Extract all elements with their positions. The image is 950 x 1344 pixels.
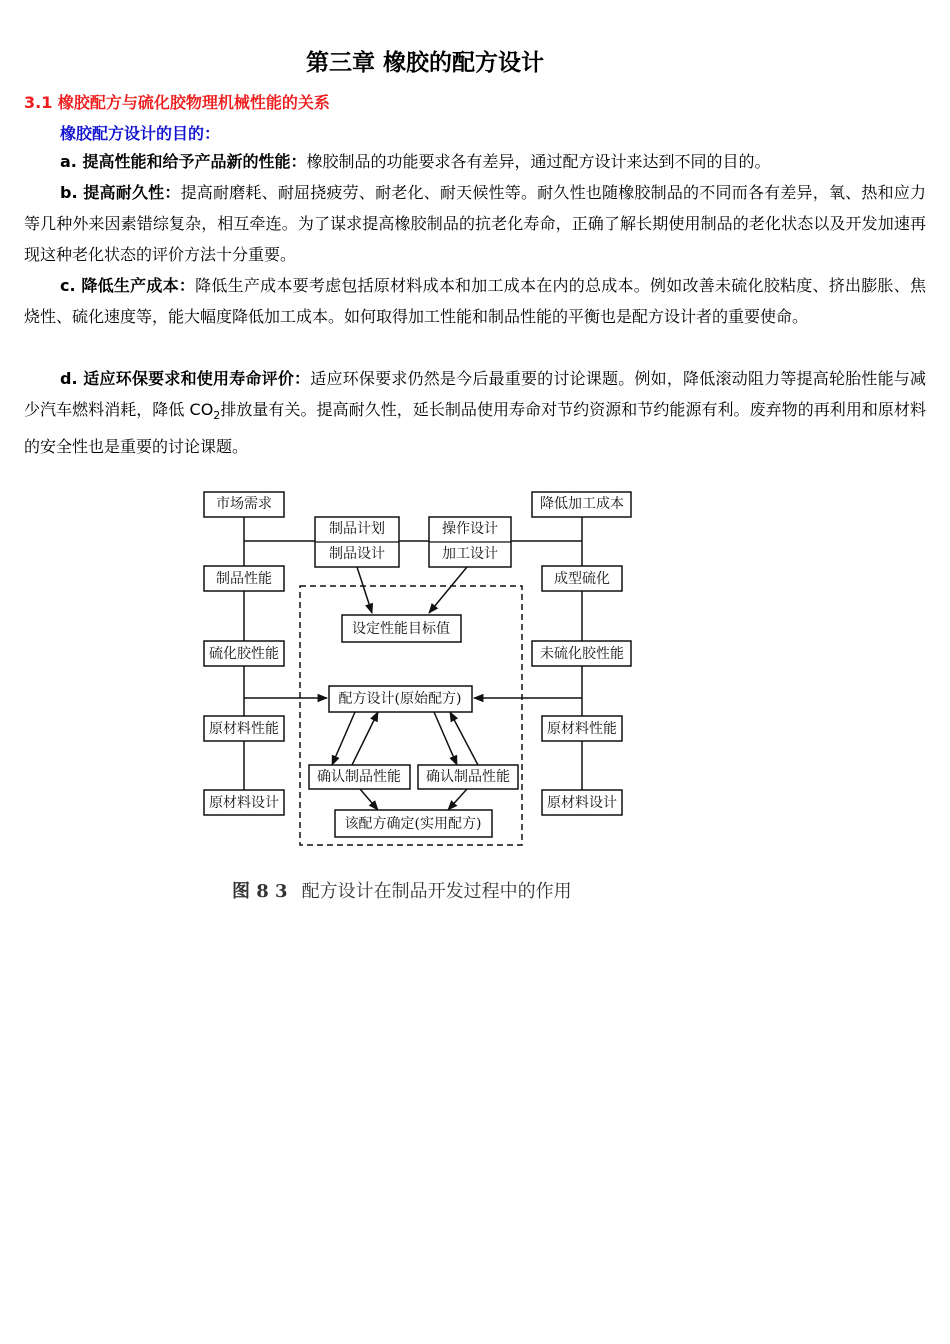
paragraph-text: 橡胶制品的功能要求各有差异，通过配方设计来达到不同的目的。 <box>306 152 771 171</box>
label-material-design: 原材料设计 <box>547 795 617 811</box>
paragraph-lead: d. 适应环保要求和使用寿命评价： <box>60 369 311 388</box>
paragraph-environment <box>24 363 926 462</box>
chapter-title: 第三章 橡胶的配方设计 <box>305 50 544 76</box>
figure-number: 图 8 3 <box>232 881 288 902</box>
label-operation-design: 操作设计 <box>442 521 498 537</box>
section-title: 3.1 橡胶配方与硫化胶物理机械性能的关系 <box>24 93 330 112</box>
label-product-plan: 制品计划 <box>329 521 385 537</box>
co2-formula: $CO_2$ <box>189 400 221 423</box>
label-confirm-right: 确认制品性能 <box>426 769 510 785</box>
label-initial-formula: 配方设计(原始配方) <box>338 691 462 707</box>
paragraph-durability <box>24 177 926 270</box>
label-product-design: 制品设计 <box>329 546 385 562</box>
formula-design-flowchart <box>195 483 645 853</box>
paragraph-lead: b. 提高耐久性： <box>60 183 181 202</box>
paragraph-cost <box>24 270 926 332</box>
paragraph-text: 排放量有关。提高耐久性，延长制品使用寿命对节约资源和节约能源有利。废弃物的再利用和原材料的安全性也是重要的讨论课题。 <box>24 400 926 457</box>
label-reduce-cost: 降低加工成本 <box>540 496 624 512</box>
purpose-title: 橡胶配方设计的目的： <box>60 124 221 143</box>
label-final-formula: 该配方确定(实用配方) <box>344 816 482 832</box>
paragraph-lead: a. 提高性能和给予产品新的性能： <box>60 152 307 171</box>
label-process-design: 加工设计 <box>442 546 498 562</box>
paragraph-lead: c. 降低生产成本： <box>60 276 196 295</box>
paragraph-text: 提高耐磨耗、耐屈挠疲劳、耐老化、耐天候性等。耐久性也随橡胶制品的不同而各有差异，氧、热和应力等几种外来因素错综复杂，相互牵连。为了谋求提高橡胶制品的抗老化寿命，正确了解长期使用制品的老化状态以及开发加速再现这种老化状态的评价方法十分重要。 <box>24 183 926 264</box>
label-material-performance: 原材料性能 <box>547 721 617 737</box>
label-product-performance: 制品性能 <box>216 571 272 587</box>
label-market-demand: 市场需求 <box>216 496 272 512</box>
label-material-design: 原材料设计 <box>209 795 279 811</box>
paragraph-text: 降低生产成本要考虑包括原材料成本和加工成本在内的总成本。例如改善未硫化胶粘度、挤出膨胀、焦烧性、硫化速度等，能大幅度降低加工成本。如何取得加工性能和制品性能的平衡也是配方设计者的重要使命。 <box>24 276 926 326</box>
paragraph-text: 适应环保要求仍然是今后最重要的讨论课题。例如，降低滚动阻力等提高轮胎性能与减少汽车燃料消耗，降低 <box>24 369 926 419</box>
caption-text: 配方设计在制品开发过程中的作用 <box>301 881 572 902</box>
label-uncured-performance: 未硫化胶性能 <box>540 646 624 662</box>
label-molding-curing: 成型硫化 <box>554 571 610 587</box>
figure-caption <box>232 877 572 903</box>
label-vulcanizate-performance: 硫化胶性能 <box>209 646 279 662</box>
paragraph-performance <box>24 146 926 177</box>
label-target-values: 设定性能目标值 <box>352 621 450 637</box>
label-confirm-left: 确认制品性能 <box>317 769 401 785</box>
label-material-performance: 原材料性能 <box>209 721 279 737</box>
